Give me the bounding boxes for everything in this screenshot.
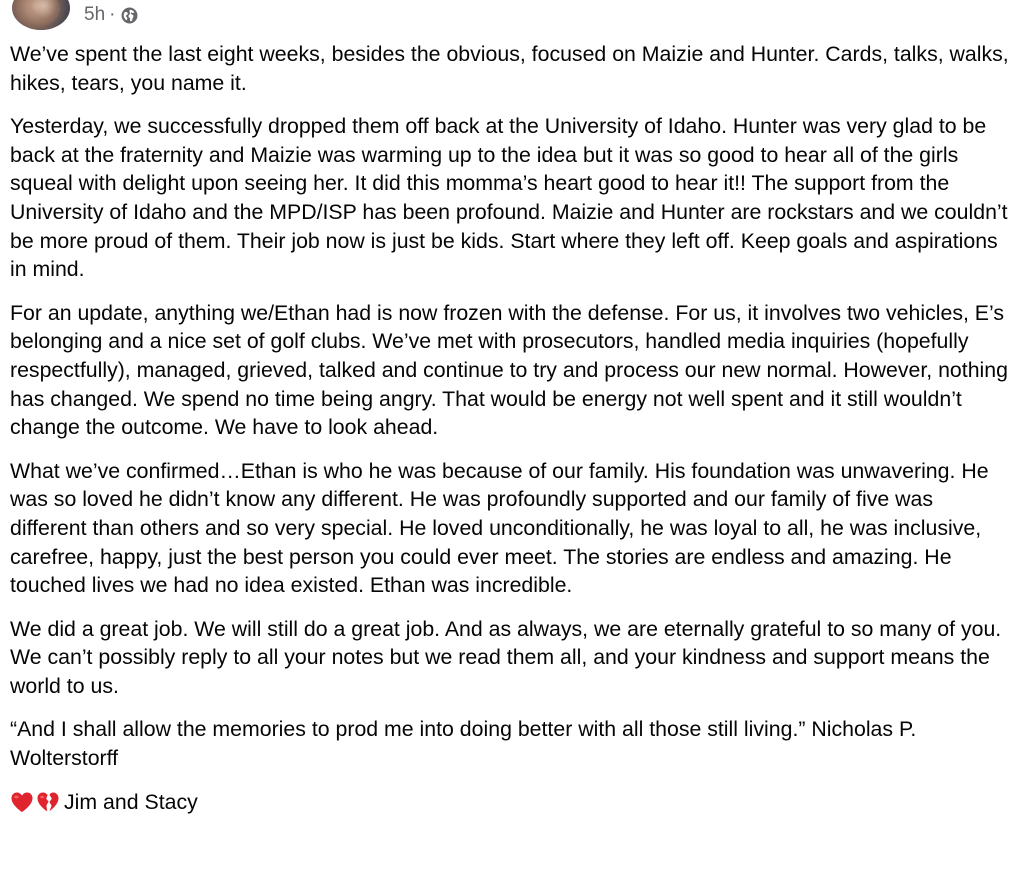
post-body xyxy=(10,40,1010,816)
post-paragraph-1: We’ve spent the last eight weeks, besides the obvious, focused on Maizie and Hunter. Cards, talks, walks, hikes, tears, you name it. xyxy=(10,42,1009,95)
globe-icon[interactable] xyxy=(121,7,138,24)
post-timestamp[interactable]: 5h xyxy=(84,4,106,25)
red-heart-icon xyxy=(10,791,34,813)
post-meta xyxy=(84,4,138,26)
post-paragraph-4: What we’ve confirmed…Ethan is who he was because of our family. His foundation was unwavering. He was so loved he didn’t know any different. He was profoundly supported and our family of five was different than others and so very special. He loved unconditionally, he was loyal to all, he was inclusive, carefree, happy, just the best person you could ever meet. The stories are endless and amazing. He touched lives we had no idea existed. Ethan was incredible. xyxy=(10,458,989,598)
post-paragraph-2: Yesterday, we successfully dropped them off back at the University of Idaho. Hunter was very glad to be back at the fraternity and Maizie was warming up to the idea but it was so good to hear all of the girls squeal with delight upon seeing her. It did this momma’s heart good to hear it!! The support from the University of Idaho and the MPD/ISP has been profound. Maizie and Hunter are rockstars and we couldn’t be more proud of them. Their job now is just be kids. Start where they left off. Keep goals and aspirations in mind. xyxy=(10,114,1008,282)
avatar[interactable] xyxy=(12,0,70,30)
meta-separator: · xyxy=(109,4,116,25)
post-paragraph-3: For an update, anything we/Ethan had is now frozen with the defense. For us, it involves two vehicles, E’s belonging and a nice set of golf clubs. We’ve met with prosecutors, handled media inquiries (hopefully respectfully), managed, grieved, talked and continue to try and process our new normal. However, nothing has changed. We spend no time being angry. That would be energy not well spent and it still wouldn’t change the outcome. We have to look ahead. xyxy=(10,300,1008,440)
post-signature xyxy=(10,788,1010,817)
signature-names: Jim and Stacy xyxy=(64,789,198,814)
post-paragraph-5: We did a great job. We will still do a great job. And as always, we are eternally grateful to so many of you. We can’t possibly reply to all your notes but we read them all, and your kindness and support means the world to us. xyxy=(10,616,1002,698)
post-paragraph-6: “And I shall allow the memories to prod me into doing better with all those still living.” Nicholas P. Wolterstorff xyxy=(10,717,917,771)
post-header xyxy=(12,0,138,30)
broken-heart-icon xyxy=(36,791,60,813)
